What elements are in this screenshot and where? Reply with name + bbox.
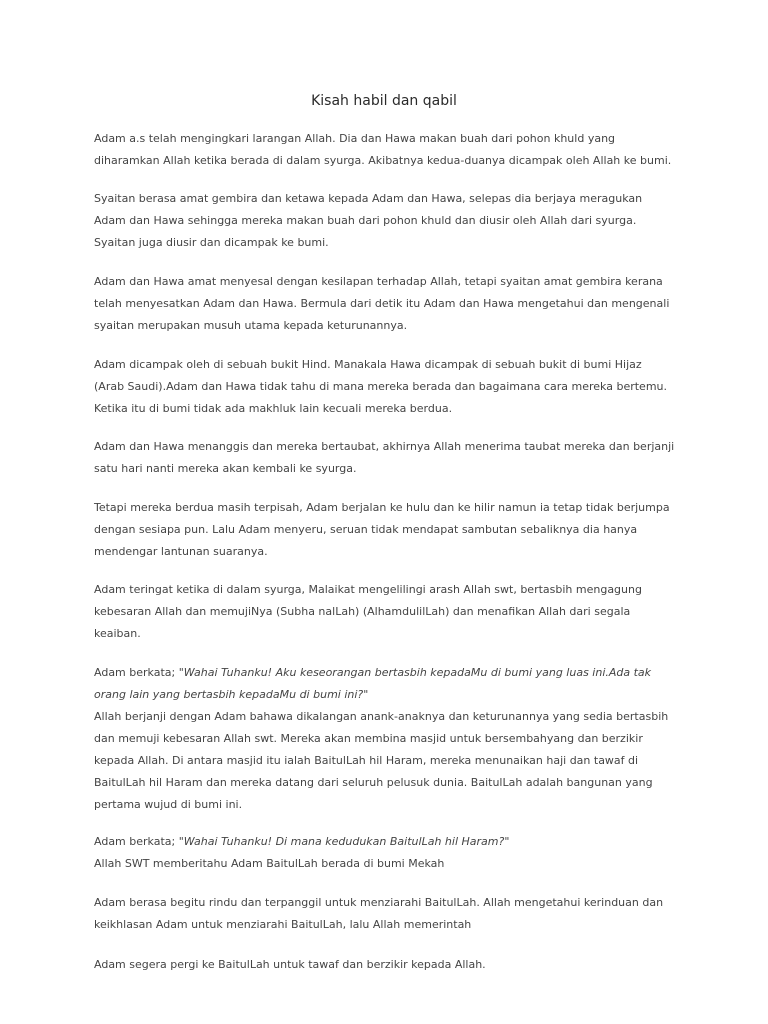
paragraph-1 [94, 128, 694, 172]
paragraph-5 [94, 436, 694, 480]
quote-text: orang lain yang bertasbih kepadaMu di bumi ini?" [94, 688, 369, 701]
paragraph-line: Adam dan Hawa menanggis dan mereka bertaubat, akhirnya Allah menerima taubat mereka dan berjanji [94, 440, 675, 453]
quote-line [94, 662, 694, 684]
paragraph-line: Adam berasa begitu rindu dan terpanggil untuk menziarahi BaitulLah. Allah mengetahui kerinduan dan [94, 896, 664, 909]
paragraph-line: (Arab Saudi).Adam dan Hawa tidak tahu di mana mereka berada dan bagaimana cara mereka bertemu. [94, 380, 668, 393]
paragraph-7 [94, 579, 694, 645]
paragraph-line: telah menyesatkan Adam dan Hawa. Bermula dari detik itu Adam dan Hawa mengetahui dan mengenali [94, 297, 670, 310]
paragraph-line: keaiban. [94, 627, 141, 640]
paragraph-10 [94, 892, 694, 936]
speaker-label: Adam berkata; [94, 666, 179, 679]
paragraph-line: mendengar lantunan suaranya. [94, 545, 268, 558]
paragraph-line: Syaitan juga diusir dan dicampak ke bumi. [94, 236, 329, 249]
paragraph-4 [94, 354, 694, 420]
quote-text: "Wahai Tuhanku! Aku keseorangan bertasbih kepadaMu di bumi yang luas ini.Ada tak [178, 666, 652, 679]
paragraph-line: Adam dicampak oleh di sebuah bukit Hind. Manakala Hawa dicampak di sebuah bukit di bumi Hijaz [94, 358, 642, 371]
paragraph-3 [94, 271, 694, 337]
paragraph-line: Syaitan berasa amat gembira dan ketawa kepada Adam dan Hawa, selepas dia berjaya meragukan [94, 192, 643, 205]
paragraph-line: Allah SWT memberitahu Adam BaitulLah berada di bumi Mekah [94, 857, 445, 870]
paragraph-line: syaitan merupakan musuh utama kepada keturunannya. [94, 319, 408, 332]
paragraph-line: Adam dan Hawa sehingga mereka makan buah dari pohon khuld dan diusir oleh Allah dari syurga. [94, 214, 637, 227]
paragraph-line: Allah berjanji dengan Adam bahawa dikalangan anank-anaknya dan keturunannya yang sedia bertasbih [94, 710, 669, 723]
speaker-label: Adam berkata; [94, 835, 179, 848]
paragraph-line: kebesaran Allah dan memujiNya (Subha nalLah) (AlhamdulilLah) dan menafikan Allah dari segala [94, 605, 631, 618]
document-title: Kisah habil dan qabil [311, 93, 457, 109]
paragraph-11 [94, 954, 694, 976]
paragraph-line: kepada Allah. Di antara masjid itu ialah BaitulLah hil Haram, mereka menunaikan haji dan tawaf di [94, 754, 639, 767]
paragraph-line: dan memuji kebesaran Allah swt. Mereka akan membina masjid untuk bersembahyang dan berzikir [94, 732, 643, 745]
paragraph-8 [94, 662, 694, 816]
paragraph-line: Adam dan Hawa amat menyesal dengan kesilapan terhadap Allah, tetapi syaitan amat gembira kerana [94, 275, 663, 288]
paragraph-line: satu hari nanti mereka akan kembali ke syurga. [94, 462, 357, 475]
paragraph-line: keikhlasan Adam untuk menziarahi BaitulLah, lalu Allah memerintah [94, 918, 472, 931]
paragraph-9 [94, 831, 694, 875]
paragraph-line: Adam a.s telah mengingkari larangan Allah. Dia dan Hawa makan buah dari pohon khuld yang [94, 132, 616, 145]
paragraph-6 [94, 497, 694, 563]
paragraph-line: pertama wujud di bumi ini. [94, 798, 243, 811]
paragraph-line: Adam segera pergi ke BaitulLah untuk tawaf dan berzikir kepada Allah. [94, 958, 486, 971]
paragraph-2 [94, 188, 694, 254]
paragraph-line: BaitulLah hil Haram dan mereka datang dari seluruh pelusuk dunia. BaitulLah adalah bangunan yang [94, 776, 653, 789]
paragraph-line: Adam teringat ketika di dalam syurga, Malaikat mengelilingi arash Allah swt, bertasbih mengagung [94, 583, 642, 596]
paragraph-line: Tetapi mereka berdua masih terpisah, Adam berjalan ke hulu dan ke hilir namun ia tetap tidak berjumpa [94, 501, 670, 514]
paragraph-line: dengan sesiapa pun. Lalu Adam menyeru, seruan tidak mendapat sambutan sebaliknya dia hanya [94, 523, 638, 536]
quote-line [94, 831, 694, 853]
paragraph-line: Ketika itu di bumi tidak ada makhluk lain kecuali mereka berdua. [94, 402, 453, 415]
paragraph-line: diharamkan Allah ketika berada di dalam syurga. Akibatnya kedua-duanya dicampak oleh Allah ke bumi. [94, 154, 672, 167]
quote-text: "Wahai Tuhanku! Di mana kedudukan BaitulLah hil Haram?" [178, 835, 510, 848]
